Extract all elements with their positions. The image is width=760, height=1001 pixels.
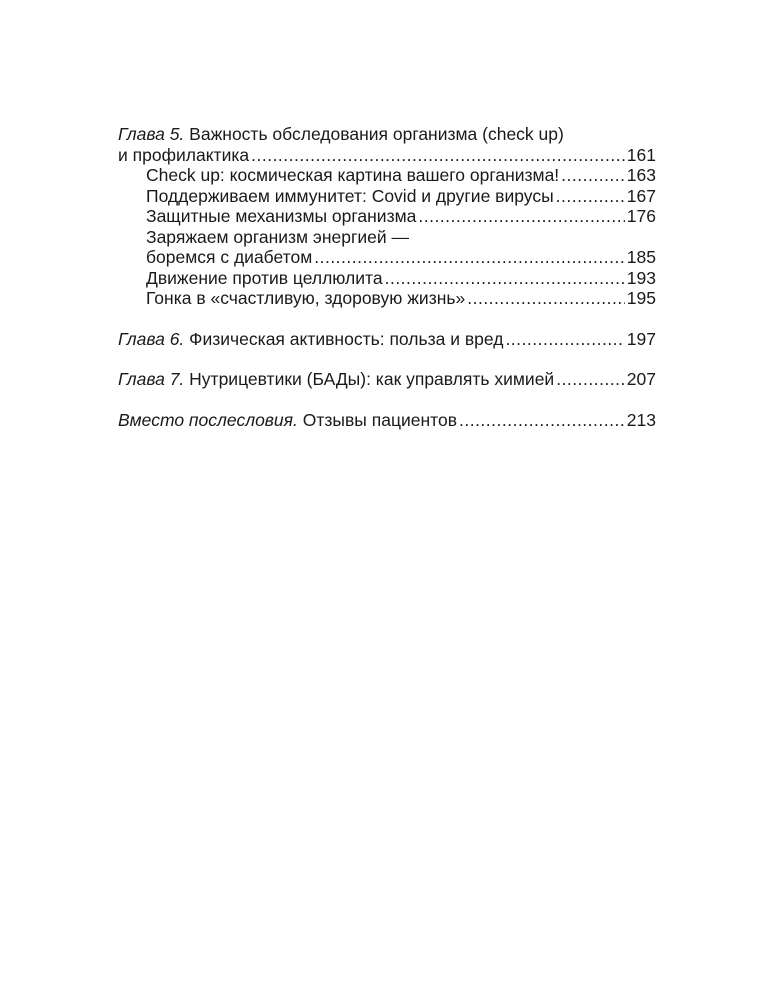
dot-leader: [459, 410, 625, 431]
chapter-5-label: Глава 5.: [118, 124, 185, 144]
chapter-6-page: 197: [626, 328, 656, 349]
chapter-5-title-line2: и профилактика: [118, 144, 250, 165]
spacer: [118, 309, 656, 329]
chapter-5-page: 161: [626, 144, 656, 165]
section-page: 167: [626, 185, 656, 206]
chapter-7-page: 207: [626, 369, 656, 389]
section-entry: [118, 186, 656, 207]
afterword-page: 213: [626, 409, 656, 430]
section-entry: [118, 288, 656, 309]
section-entry: [118, 247, 656, 268]
chapter-6-entry: [118, 329, 656, 350]
dot-leader: [561, 165, 625, 186]
dot-leader: [314, 247, 625, 268]
section-title: Движение против целлюлита: [146, 267, 383, 288]
chapter-6-label: Глава 6.: [118, 328, 185, 349]
section-title-line1: Заряжаем организм энергией —: [146, 226, 410, 247]
chapter-5-title-line1: Важность обследования организма (check up): [189, 124, 564, 144]
section-page: 185: [626, 247, 656, 267]
afterword-title: Отзывы пациентов: [302, 409, 457, 430]
chapter-5-entry: [118, 145, 656, 166]
chapter-7-label: Глава 7.: [118, 369, 185, 389]
section-title-line2: боремся с диабетом: [146, 247, 313, 267]
table-of-contents: [118, 124, 656, 430]
chapter-6-title: Физическая активность: польза и вред: [189, 328, 504, 349]
dot-leader: [418, 206, 624, 227]
spacer: [118, 349, 656, 369]
section-title: Гонка в «счастливую, здоровую жизнь»: [146, 288, 466, 308]
section-entry: [118, 268, 656, 289]
chapter-7-title: Нутрицевтики (БАДы): как управлять химией: [189, 369, 555, 389]
section-page: 163: [626, 165, 656, 185]
section-entry-heading: [118, 227, 656, 248]
afterword-entry: [118, 410, 656, 431]
section-title: Check up: космическая картина вашего организма!: [146, 165, 560, 185]
dot-leader: [385, 268, 625, 289]
dot-leader: [251, 145, 625, 166]
afterword-label: Вместо послесловия.: [118, 409, 298, 430]
section-page: 176: [626, 206, 656, 226]
chapter-7-entry: [118, 369, 656, 390]
spacer: [118, 390, 656, 410]
dot-leader: [505, 329, 624, 350]
dot-leader: [556, 186, 625, 207]
section-title: Защитные механизмы организма: [146, 206, 417, 226]
section-page: 195: [626, 288, 656, 308]
chapter-5-heading: [118, 124, 656, 145]
dot-leader: [467, 288, 625, 309]
section-title: Поддерживаем иммунитет: Covid и другие вирусы: [146, 185, 554, 206]
section-entry: [118, 206, 656, 227]
dot-leader: [556, 369, 625, 390]
section-entry: [118, 165, 656, 186]
section-page: 193: [626, 267, 656, 288]
